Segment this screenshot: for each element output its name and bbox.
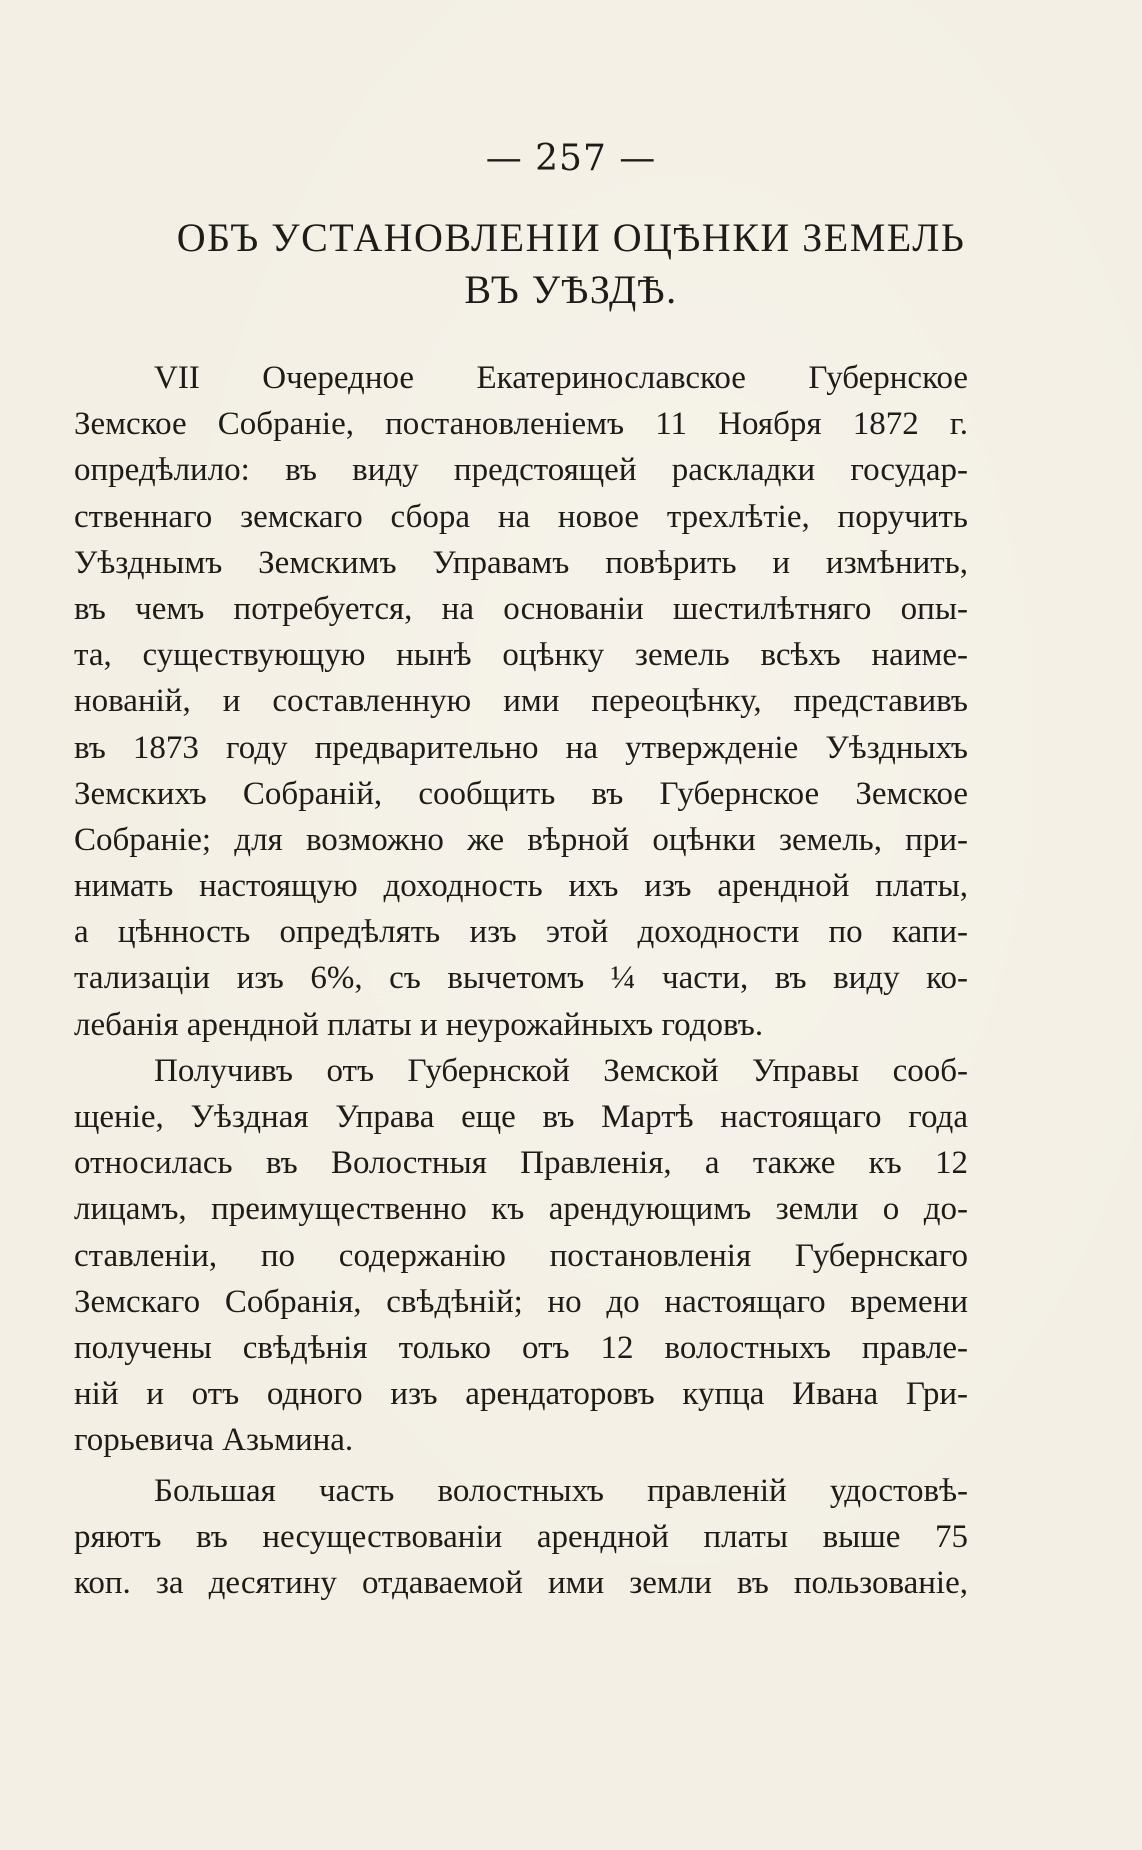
text-line: опредѣлило: въ виду предстоящей раскладки государ- — [74, 452, 968, 489]
section-title — [0, 212, 1142, 316]
text-line: Собраніе; для возможно же вѣрной оцѣнки земель, при- — [74, 821, 968, 858]
text-line: Земскихъ Собраній, сообщить въ Губернское Земское — [74, 775, 968, 812]
text-line: Получивъ отъ Губернской Земской Управы сооб- — [154, 1052, 968, 1089]
section-title-line-1: ОБЪ УСТАНОВЛЕНІИ ОЦѢНКИ ЗЕМЕЛЬ — [176, 215, 966, 260]
text-line: а цѣнность опредѣлять изъ этой доходности по капи- — [74, 914, 968, 951]
text-line: Земскаго Собранія, свѣдѣній; но до настоящаго времени — [74, 1283, 968, 1320]
text-line: лицамъ, преимущественно къ арендующимъ земли о до- — [74, 1191, 968, 1228]
text-line: ній и отъ одного изъ арендаторовъ купца Ивана Гри- — [74, 1376, 968, 1413]
text-line: ряютъ въ несуществованіи арендной платы выше 75 — [74, 1518, 968, 1555]
text-line: ставленіи, по содержанію постановленія Губернскаго — [74, 1237, 968, 1274]
text-line: нимать настоящую доходность ихъ изъ арендной платы, — [74, 868, 968, 905]
text-line: въ чемъ потребуется, на основаніи шестилѣтняго опы- — [74, 590, 968, 627]
text-line: относилась въ Волостныя Правленія, а также къ 12 — [74, 1145, 968, 1182]
page-number: — 257 — — [485, 138, 657, 179]
text-line: въ 1873 году предварительно на утвержденіе Уѣздныхъ — [74, 729, 968, 766]
text-line: горьевича Азьмина. — [74, 1422, 354, 1459]
text-line: тализаціи изъ 6%, съ вычетомъ ¼ части, въ виду ко- — [74, 960, 968, 997]
text-line: ственнаго земскаго сбора на новое трехлѣтіе, поручить — [74, 498, 968, 535]
text-line: Большая часть волостныхъ правленій удостовѣ- — [154, 1472, 968, 1509]
text-line: щеніе, Уѣздная Управа еще въ Мартѣ настоящаго года — [74, 1099, 968, 1135]
text-line: Уѣзднымъ Земскимъ Управамъ повѣрить и измѣнить, — [74, 544, 968, 581]
text-line: нованій, и составленную ими переоцѣнку, представивъ — [74, 683, 968, 720]
text-line: та, существующую нынѣ оцѣнку земель всѣхъ наиме- — [74, 637, 968, 674]
text-line: VII Очередное Екатеринославское Губернское — [154, 360, 968, 396]
text-line: коп. за десятину отдаваемой ими земли въ пользованіе, — [74, 1564, 968, 1601]
body-text — [74, 355, 968, 1606]
text-line: Земское Собраніе, постановленіемъ 11 Ноября 1872 г. — [74, 406, 968, 443]
text-line: получены свѣдѣнія только отъ 12 волостныхъ правле- — [74, 1329, 968, 1366]
text-line: лебанія арендной платы и неурожайныхъ годовъ. — [74, 1006, 764, 1043]
section-title-line-2: ВЪ УѢЗДѢ. — [464, 267, 678, 312]
